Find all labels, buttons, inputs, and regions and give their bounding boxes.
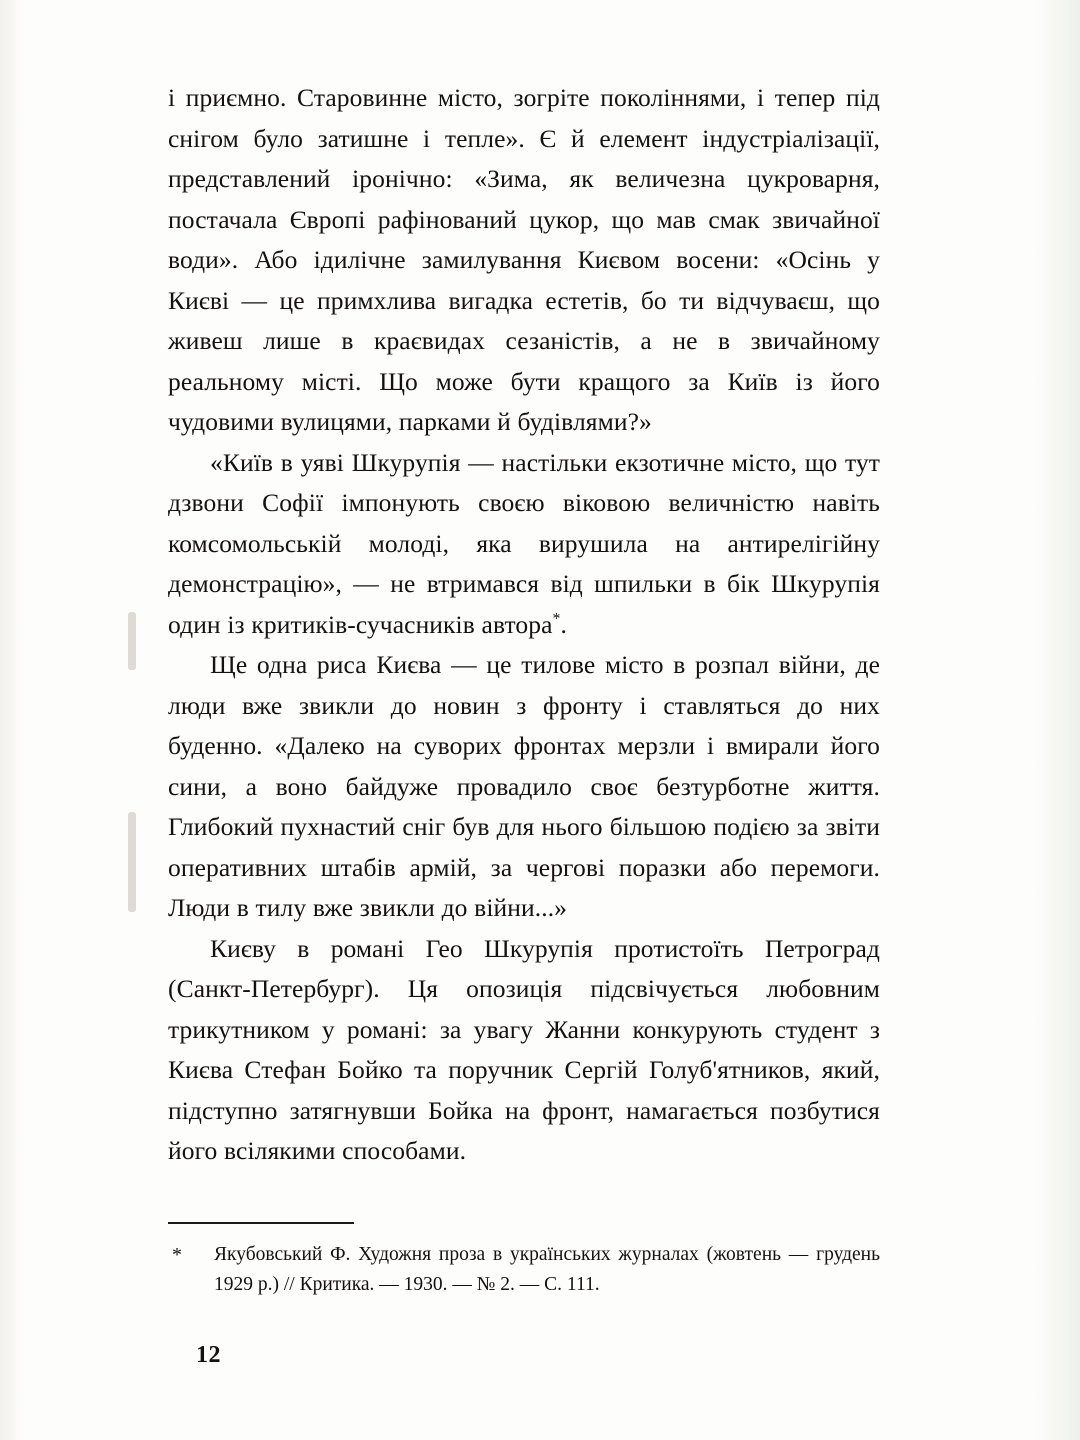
spine-artifact-lower xyxy=(128,812,136,912)
paragraph-4: Києву в романі Гео Шкурупія протистоїть Петроград (Санкт-Петербург). Ця опозиція підсвічується любовним трикутником у романі: за увагу Жанни конкурують студент з Києва Стефан Бойко та поручник Сергій Голуб'ятников, який, підступно затягнувши Бойка на фронт, намагається позбутися його всілякими способами. xyxy=(168,933,880,1165)
footnote-reference-marker[interactable]: * xyxy=(552,610,561,627)
spine-artifact-upper xyxy=(128,612,136,670)
paragraph-1: і приємно. Старовинне місто, зогріте поколіннями, і тепер під снігом було затишне і тепле». Є й елемент індустріалізації, представлений іронічно: «Зима, як величезна цукроварня, постачала Європі рафінований цукор, що мав смак звичайної води». Або ідилічне замилування Києвом восени: «Осінь у Києві — це примхлива вигадка естетів, бо ти відчуваєш, що живеш лише в краєвидах сезаністів, а не в звичайному реальному місті. Що може бути кращого за Київ із його чудовими вулицями, парками й будівлями?» xyxy=(168,83,880,436)
footnote-marker: * xyxy=(172,1244,182,1266)
paragraph-2-text: «Київ в уяві Шкурупія — настільки екзотичне місто, що тут дзвони Софії імпонують своєю віковою величністю навіть комсомольській молоді, яка вирушила на антирелігійну демонстрацію», — не втримався від шпильки в бік Шкурупія один із критиків-сучасників автора xyxy=(168,447,880,639)
body-text xyxy=(168,78,880,1172)
page-right-edge-shadow xyxy=(1034,0,1080,1440)
page-number: 12 xyxy=(196,1342,221,1368)
page-left-edge-shadow xyxy=(0,0,24,1440)
footnote-separator-rule xyxy=(168,1222,354,1224)
footnote-area xyxy=(168,1222,880,1300)
footnote-text: Якубовський Ф. Художня проза в українських журналах (жовтень — грудень 1929 р.) // Критика. — 1930. — № 2. — С. 111. xyxy=(214,1244,880,1295)
page-text-block xyxy=(168,78,880,1172)
paragraph-2 xyxy=(168,443,880,646)
footnote-row xyxy=(168,1240,880,1300)
paragraph-3: Ще одна риса Києва — це тилове місто в розпал війни, де люди вже звикли до новин з фронту і ставляться до них буденно. «Далеко на суворих фронтах мерзли і вмирали його сини, а воно байдуже провадило своє безтурботне життя. Глибокий пухнастий сніг був для нього більшою подією за звіти оперативних штабів армій, за чергові поразки або перемоги. Люди в тилу вже звикли до війни...» xyxy=(168,650,880,922)
paragraph-2-tail: . xyxy=(560,609,567,639)
